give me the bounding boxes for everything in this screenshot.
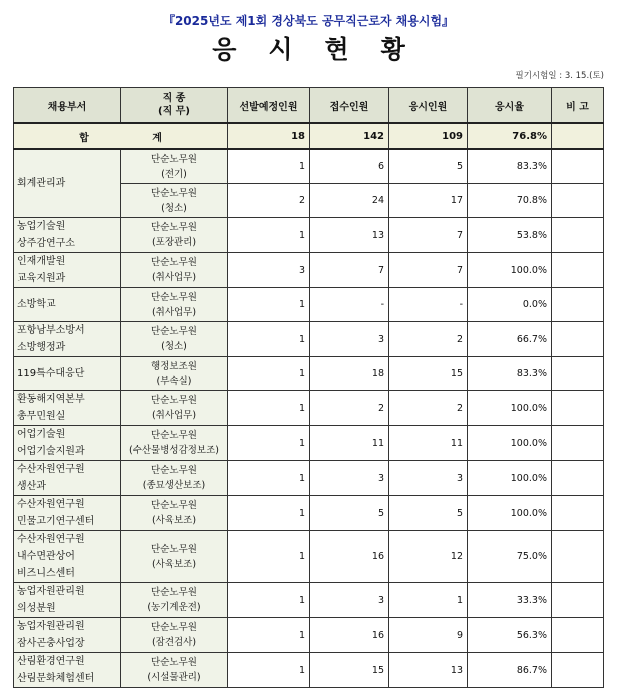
col-header: 선발예정인원 [228, 88, 310, 124]
applied-cell: 5 [310, 496, 389, 531]
header-row [14, 88, 604, 124]
rate-cell: 100.0% [468, 391, 552, 426]
dept-line: 어업기술원 [17, 429, 66, 440]
table-row [14, 426, 604, 461]
applied-cell: 6 [310, 149, 389, 184]
note-cell [552, 357, 604, 391]
col-header: 비 고 [552, 88, 604, 124]
table-row [14, 288, 604, 322]
job-duty: (취사업무) [151, 410, 197, 421]
attended-cell: 2 [389, 391, 468, 426]
job-cell [121, 149, 228, 184]
attended-cell: 12 [389, 531, 468, 583]
dept-line: 어업기술지원과 [17, 446, 85, 457]
job-duty: (잠견검사) [151, 637, 197, 648]
job-title: 단순노무원 [151, 257, 197, 268]
dept-cell [14, 461, 121, 496]
dept-cell [14, 426, 121, 461]
exam-subtitle: 『2025년도 제1회 경상북도 공무직근로자 채용시험』 [162, 14, 455, 28]
note-cell [552, 322, 604, 357]
applied-cell: 16 [310, 531, 389, 583]
status-table [13, 87, 604, 688]
job-cell [121, 357, 228, 391]
rate-cell: 75.0% [468, 531, 552, 583]
col-header: 직 종 (직 무) [121, 88, 228, 124]
job-title: 단순노무원 [151, 430, 197, 441]
job-duty: (시설물관리) [147, 672, 201, 683]
total-rate: 76.8% [468, 123, 552, 149]
job-title: 단순노무원 [151, 543, 197, 555]
dept-line: 교육지원과 [17, 273, 66, 284]
planned-cell: 3 [228, 253, 310, 288]
planned-cell: 1 [228, 531, 310, 583]
dept-line: 비즈니스센터 [17, 568, 75, 579]
note-cell [552, 653, 604, 688]
note-cell [552, 288, 604, 322]
table-row [14, 253, 604, 288]
attended-cell: 7 [389, 218, 468, 253]
dept-line: 민물고기연구센터 [17, 516, 95, 527]
dept-line: 인재개발원 [17, 256, 66, 267]
applied-cell: 16 [310, 618, 389, 653]
applied-cell: 3 [310, 461, 389, 496]
table-row [14, 618, 604, 653]
total-note [552, 123, 604, 149]
planned-cell: 1 [228, 496, 310, 531]
dept-cell [14, 288, 121, 322]
planned-cell: 1 [228, 426, 310, 461]
rate-cell: 100.0% [468, 496, 552, 531]
job-cell [121, 322, 228, 357]
note-cell [552, 426, 604, 461]
job-cell [121, 253, 228, 288]
applied-cell: 11 [310, 426, 389, 461]
dept-cell [14, 618, 121, 653]
job-title: 단순노무원 [151, 657, 197, 668]
job-title: 단순노무원 [151, 187, 197, 199]
job-cell [121, 531, 228, 583]
attended-cell: - [389, 288, 468, 322]
table-row [14, 391, 604, 426]
dept-line: 소방행정과 [17, 342, 66, 353]
planned-cell: 1 [228, 618, 310, 653]
dept-cell [14, 149, 121, 218]
planned-cell: 1 [228, 218, 310, 253]
planned-cell: 1 [228, 391, 310, 426]
dept-cell [14, 218, 121, 253]
dept-line: 119특수대응단 [17, 368, 85, 379]
applied-cell: 15 [310, 653, 389, 688]
attended-cell: 9 [389, 618, 468, 653]
table-row [14, 357, 604, 391]
note-cell [552, 531, 604, 583]
note-cell [552, 218, 604, 253]
job-title: 단순노무원 [151, 153, 197, 165]
total-attended: 109 [389, 123, 468, 149]
dept-cell [14, 357, 121, 391]
job-duty: (전기) [161, 168, 187, 180]
job-title: 단순노무원 [151, 500, 197, 511]
job-cell [121, 653, 228, 688]
dept-line: 내수면관상어 [17, 551, 75, 562]
rate-cell: 53.8% [468, 218, 552, 253]
total-label: 합 계 [14, 123, 228, 149]
planned-cell: 1 [228, 461, 310, 496]
job-title: 단순노무원 [151, 395, 197, 406]
job-cell [121, 496, 228, 531]
job-duty: (취사업무) [151, 306, 197, 318]
attended-cell: 1 [389, 583, 468, 618]
table-row [14, 218, 604, 253]
dept-cell [14, 322, 121, 357]
rate-cell: 33.3% [468, 583, 552, 618]
col-header: 응시율 [468, 88, 552, 124]
job-title: 행정보조원 [151, 360, 197, 372]
applied-cell: 13 [310, 218, 389, 253]
job-duty: (포장관리) [151, 237, 197, 248]
job-duty: (수산물병성감정보조) [128, 445, 219, 456]
page-title: 응시현황 [212, 35, 437, 64]
note-cell [552, 583, 604, 618]
dept-cell [14, 653, 121, 688]
dept-line: 포항남부소방서 [17, 325, 85, 336]
dept-line: 의성분원 [17, 603, 56, 614]
job-duty: (취사업무) [151, 272, 197, 283]
attended-cell: 11 [389, 426, 468, 461]
col-header: 응시인원 [389, 88, 468, 124]
attended-cell: 15 [389, 357, 468, 391]
dept-line: 소방학교 [17, 299, 56, 310]
table-row [14, 496, 604, 531]
total-applied: 142 [310, 123, 389, 149]
table-row [14, 322, 604, 357]
attended-cell: 5 [389, 149, 468, 184]
attended-cell: 2 [389, 322, 468, 357]
applied-cell: 7 [310, 253, 389, 288]
dept-cell [14, 496, 121, 531]
table-row [14, 461, 604, 496]
job-duty: (종묘생산보조) [142, 480, 206, 491]
planned-cell: 1 [228, 149, 310, 184]
job-duty: (사육보조) [151, 558, 197, 570]
table-row [14, 531, 604, 583]
dept-line: 농업기술원 [17, 221, 66, 232]
note-cell [552, 496, 604, 531]
applied-cell: 18 [310, 357, 389, 391]
attended-cell: 13 [389, 653, 468, 688]
planned-cell: 1 [228, 357, 310, 391]
dept-line: 수산자원연구원 [17, 464, 85, 475]
dept-line: 산림환경연구원 [17, 656, 85, 667]
table-row [14, 583, 604, 618]
note-cell [552, 149, 604, 184]
dept-line: 농업자원관리원 [17, 621, 85, 632]
dept-cell [14, 391, 121, 426]
job-cell [121, 218, 228, 253]
dept-line: 수산자원연구원 [17, 499, 85, 510]
planned-cell: 2 [228, 184, 310, 218]
planned-cell: 1 [228, 583, 310, 618]
dept-cell [14, 253, 121, 288]
job-duty: (청소) [161, 202, 187, 214]
job-duty: (농기계운전) [147, 602, 201, 613]
job-title: 단순노무원 [151, 326, 197, 337]
job-title: 단순노무원 [151, 622, 197, 633]
job-cell [121, 461, 228, 496]
job-cell [121, 426, 228, 461]
job-cell [121, 583, 228, 618]
dept-line: 회계관리과 [17, 178, 66, 189]
planned-cell: 1 [228, 288, 310, 322]
dept-line: 잠사곤충사업장 [17, 638, 85, 649]
job-duty: (청소) [161, 341, 187, 352]
total-row [14, 123, 604, 149]
note-cell [552, 391, 604, 426]
rate-cell: 56.3% [468, 618, 552, 653]
note-cell [552, 253, 604, 288]
total-planned: 18 [228, 123, 310, 149]
attended-cell: 17 [389, 184, 468, 218]
col-header: 접수인원 [310, 88, 389, 124]
job-cell [121, 184, 228, 218]
dept-cell [14, 531, 121, 583]
note-cell [552, 184, 604, 218]
rate-cell: 100.0% [468, 426, 552, 461]
dept-line: 환동해지역본부 [17, 394, 85, 405]
attended-cell: 5 [389, 496, 468, 531]
attended-cell: 7 [389, 253, 468, 288]
rate-cell: 100.0% [468, 461, 552, 496]
applied-cell: 3 [310, 583, 389, 618]
applied-cell: 2 [310, 391, 389, 426]
applied-cell: 3 [310, 322, 389, 357]
col-header: 채용부서 [14, 88, 121, 124]
note-cell [552, 618, 604, 653]
dept-line: 산림문화체험센터 [17, 673, 95, 684]
job-duty: (부속실) [156, 375, 192, 387]
applied-cell: - [310, 288, 389, 322]
job-title: 단순노무원 [151, 222, 197, 233]
planned-cell: 1 [228, 322, 310, 357]
dept-line: 총무민원실 [17, 411, 66, 422]
rate-cell: 86.7% [468, 653, 552, 688]
rate-cell: 83.3% [468, 357, 552, 391]
dept-cell [14, 583, 121, 618]
job-duty: (사육보조) [151, 515, 197, 526]
planned-cell: 1 [228, 653, 310, 688]
dept-line: 상주감연구소 [17, 238, 75, 249]
job-cell [121, 618, 228, 653]
dept-line: 수산자원연구원 [17, 534, 85, 545]
job-cell [121, 391, 228, 426]
attended-cell: 3 [389, 461, 468, 496]
rate-cell: 100.0% [468, 253, 552, 288]
note-cell [552, 461, 604, 496]
job-cell [121, 288, 228, 322]
applied-cell: 24 [310, 184, 389, 218]
dept-line: 생산과 [17, 481, 46, 492]
rate-cell: 0.0% [468, 288, 552, 322]
job-title: 단순노무원 [151, 465, 197, 476]
job-title: 단순노무원 [151, 587, 197, 598]
exam-date: 필기시험일 : 3. 15.(토) [515, 71, 604, 81]
rate-cell: 70.8% [468, 184, 552, 218]
table-row [14, 149, 604, 184]
table-row [14, 653, 604, 688]
dept-line: 농업자원관리원 [17, 586, 85, 597]
rate-cell: 66.7% [468, 322, 552, 357]
rate-cell: 83.3% [468, 149, 552, 184]
job-title: 단순노무원 [151, 291, 197, 303]
